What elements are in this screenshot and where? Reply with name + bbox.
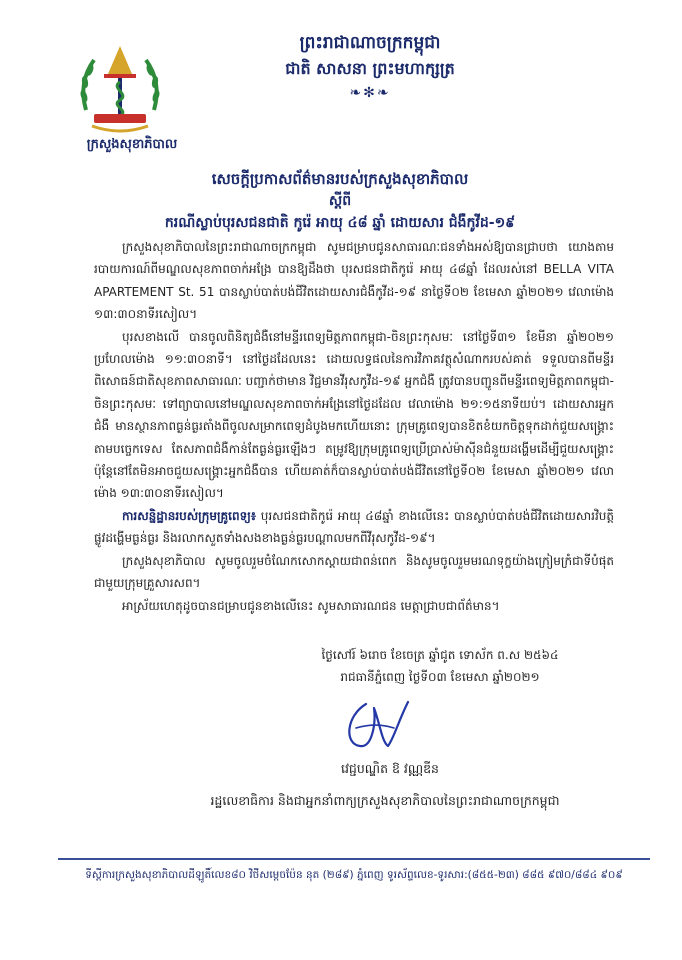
ministry-of-health-logo — [72, 40, 168, 136]
kingdom-header — [240, 30, 500, 104]
paragraph-1: ក្រសួងសុខាភិបាលនៃព្រះរាជាណាចក្រកម្ពុជា សូមជម្រាបជូនសាធារណៈជនទាំងអស់ឱ្យបានជ្រាបថា យោងតាមរបាយការណ៍ពីមណ្ឌលសុខភាពចាក់អង្រែ បានឱ្យដឹងថា បុរសជនជាតិកូរ៉េ អាយុ ៤៨ឆ្នាំ ដែលរស់នៅ BELLA VITA APARTEMENT St. 51 បានស្លាប់បាត់បង់ជីវិតដោយសារជំងឺកូវីដ-១៩ នាថ្ងៃទី០២ ខែមេសា ឆ្នាំ២០២១ វេលាម៉ោង ១៣:៣០នាទីរសៀល។ — [94, 240, 614, 322]
announcement-body — [94, 236, 614, 617]
paragraph-4: ក្រសួងសុខាភិបាល សូមចូលរួមចំណែកសោកស្តាយជាពន់ពេក និងសូមចូលរួមមរណទុក្ខយ៉ាងក្រៀមក្រំជាទីបំផុតជាមួយក្រុមគ្រួសារសព។ — [94, 553, 614, 591]
announcement-subject: ករណីស្លាប់បុរសជនជាតិ កូរ៉េ អាយុ ៤៨ ឆ្នាំ ដោយសារ ជំងឺកូវីដ-១៩ — [164, 215, 516, 231]
national-motto: ជាតិ សាសនា ព្រះមហាក្សត្រ — [285, 59, 455, 78]
signer-name: វេជ្ជបណ្ឌិត ឱ វណ្ណឌីន — [341, 761, 439, 776]
footer-address: ទីស្តីការក្រសួងសុខាភិបាលដីឡូតិ៍លេខ៨០ វិថីសម្តេចប៉ែន នុត (២៨៩) ភ្នំពេញ ទូរស័ព្ទលេខ-ទូរសារ:(៨៥៥-២៣) ៨៨៥ ៩៧០/៨៨៤ ៩០៩ — [85, 869, 623, 881]
date-block — [300, 644, 580, 688]
signer-role: រដ្ឋលេខាធិការ និងជាអ្នកនាំពាក្យក្រសួងសុខាភិបាលនៃព្រះរាជាណាចក្រកម្ពុជា — [210, 793, 560, 808]
document-titles — [120, 168, 560, 234]
announcement-subject-label: ស្តីពី — [328, 193, 352, 209]
paragraph-3 — [94, 505, 614, 550]
footer-divider — [58, 858, 650, 860]
announcement-title: សេចក្តីប្រកាសព័ត៌មានរបស់ក្រសួងសុខាភិបាល — [211, 170, 469, 188]
ministry-name: ក្រសួងសុខាភិបាល — [86, 137, 178, 152]
paragraph-5: អាស្រ័យហេតុដូចបានជម្រាបជូនខាងលើនេះ សូមសាធារណជន មេត្តាជ្រាបជាព័ត៌មាន។ — [122, 598, 500, 613]
handwritten-signature — [336, 694, 426, 754]
solar-date: រាជធានីភ្នំពេញ ថ្ងៃទី០៣ ខែមេសា ឆ្នាំ២០២១ — [340, 670, 540, 684]
lunar-date: ថ្ងៃសៅរ៍ ៦រោច ខែចេត្រ ឆ្នាំជូត ទោស័ក ព.ស ២៥៦៤ — [321, 648, 559, 662]
conclusion-text: បុរសជនជាតិកូរ៉េ អាយុ ៤៨ឆ្នាំ ខាងលើនេះ បានស្លាប់បាត់បង់ជីវិតដោយសារវិបត្តិផ្លូវដង្ហើមធ្ងន់ធ្ងរ និងរលាកសួតទាំងសងខាងធ្ងន់ធ្ងរបណ្តាលមកពីវីរុសកូវីដ-១៩។ — [94, 508, 614, 546]
ornament-divider: ❧✻❧ — [349, 85, 391, 101]
conclusion-lead: ការសន្និដ្ឋានរបស់ក្រុមគ្រូពេទ្យ៖ — [122, 508, 257, 523]
paragraph-2: បុរសខាងលើ បានចូលពិនិត្យជំងឺនៅមន្ទីរពេទ្យមិត្តភាពកម្ពុជា-ចិនព្រះកុសមៈ នៅថ្ងៃទី៣១ ខែមីនា ឆ្នាំ២០២១ ប្រហែលម៉ោង ១១:៣០នាទី។ នៅថ្ងៃដដែលនេះ ដោយលទ្ធផលនៃការវិភាគវត្ថុសំណាករបស់គាត់ ទទួលបានពីមន្ទីរពិសោធន៍ជាតិសុខភាពសាធារណៈ បញ្ជាក់ថាមាន វិជ្ជមានវីរុសកូវីដ-១៩ អ្នកជំងឺ ត្រូវបានបញ្ជូនពីមន្ទីរពេទ្យមិត្តភាពកម្ពុជា-ចិនព្រះកុសមៈ ទៅព្យាបាលនៅមណ្ឌលសុខភាពចាក់អង្រែនៅថ្ងៃដដែល វេលាម៉ោង ២១:១៥នាទីយប់។ ដោយសារអ្នកជំងឺ មានស្ថានភាពធ្ងន់ធ្ងរតាំងពីចូលសម្រាកពេទ្យដំបូងមកហើយនោះ ក្រុមគ្រូពេទ្យបានខិតខំយកចិត្តទុកដាក់ជួយសង្គ្រោះតាមបច្ចេកទេស តែសភាពជំងឺកាន់តែធ្ងន់ធ្ងរឡើងៗ តម្រូវឱ្យក្រុមគ្រូពេទ្យប្រើប្រាស់ម៉ាស៊ីនជំនួយដង្ហើមដើម្បីជួយសង្គ្រោះ ប៉ុន្តែនៅតែមិនអាចជួយសង្គ្រោះអ្នកជំងឺបាន ហើយគាត់ក៏បានស្លាប់បាត់បង់ជីវិតនៅថ្ងៃទី០២ ខែមេសា ឆ្នាំ២០២១ វេលាម៉ោង ១៣:៣០នាទីរសៀល។ — [94, 329, 614, 501]
kingdom-title: ព្រះរាជាណាចក្រកម្ពុជា — [299, 33, 441, 53]
